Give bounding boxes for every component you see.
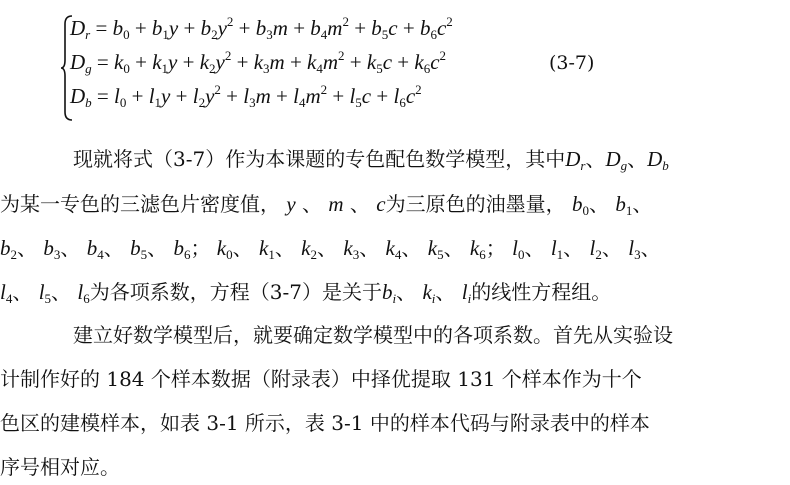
para1-line2-text-a: 为某一专色的三滤色片密度值， — [0, 192, 280, 216]
para2-line1: 建立好数学模型后，就要确定数学模型中的各项系数。首先从实验设 — [73, 323, 673, 347]
equation-system — [60, 14, 660, 124]
para1-line3: $b_2$、 $b_3$、 $b_4$、 $b_5$、 $b_6$； $k_0$、 $k_1$、 $k_2$、 $k_3$、 $k_4$、 $k_5$、 $k_6$； $l_0$、 $l_1$、 $l_2$、 $l_3$、 — [0, 236, 661, 262]
equation-db: $D_b = l_0 + l_1y + l_2y^2 + l_3m + l_4m^2 + l_5c + l_6c^2$ — [70, 82, 422, 110]
para2-line2: 计制作好的 184 个样本数据（附录表）中择优提取 131 个样本作为十个 — [0, 367, 642, 391]
equation-dr: $D_r = b_0 + b_1y + b_2y^2 + b_3m + b_4m^2 + b_5c + b_6c^2$ — [70, 14, 453, 42]
para1-line2: 为某一专色的三滤色片密度值， y 、 m 、 c为三原色的油墨量， $b_0$、 $b_1$、 — [0, 192, 653, 218]
para1-line2-text-b: 为三原色的油墨量， — [385, 192, 566, 216]
equation-dg: $D_g = k_0 + k_1y + k_2y^2 + k_3m + k_4m^2 + k_5c + k_6c^2$ — [70, 48, 447, 76]
para1-line4: $l_4$、 $l_5$、 $l_6$为各项系数，方程（3-7）是关于$b_i$、 $k_i$、 $l_i$的线性方程组。 — [0, 280, 612, 306]
equation-number: (3-7) — [549, 52, 595, 74]
para1-line4-text-b: 的线性方程组。 — [471, 280, 612, 304]
para2-line4: 序号相对应。 — [0, 455, 120, 479]
para1-line1-text: 现就将式（3-7）作为本课题的专色配色数学模型，其中 — [73, 147, 566, 171]
para1-line4-text-a: 为各项系数，方程（3-7）是关于 — [89, 280, 382, 304]
para2-line3: 色区的建模样本，如表 3-1 所示，表 3-1 中的样本代码与附录表中的样本 — [0, 411, 650, 435]
para1-line1: 现就将式（3-7）作为本课题的专色配色数学模型，其中$D_r$、$D_g$、$D_b$ — [73, 147, 669, 173]
